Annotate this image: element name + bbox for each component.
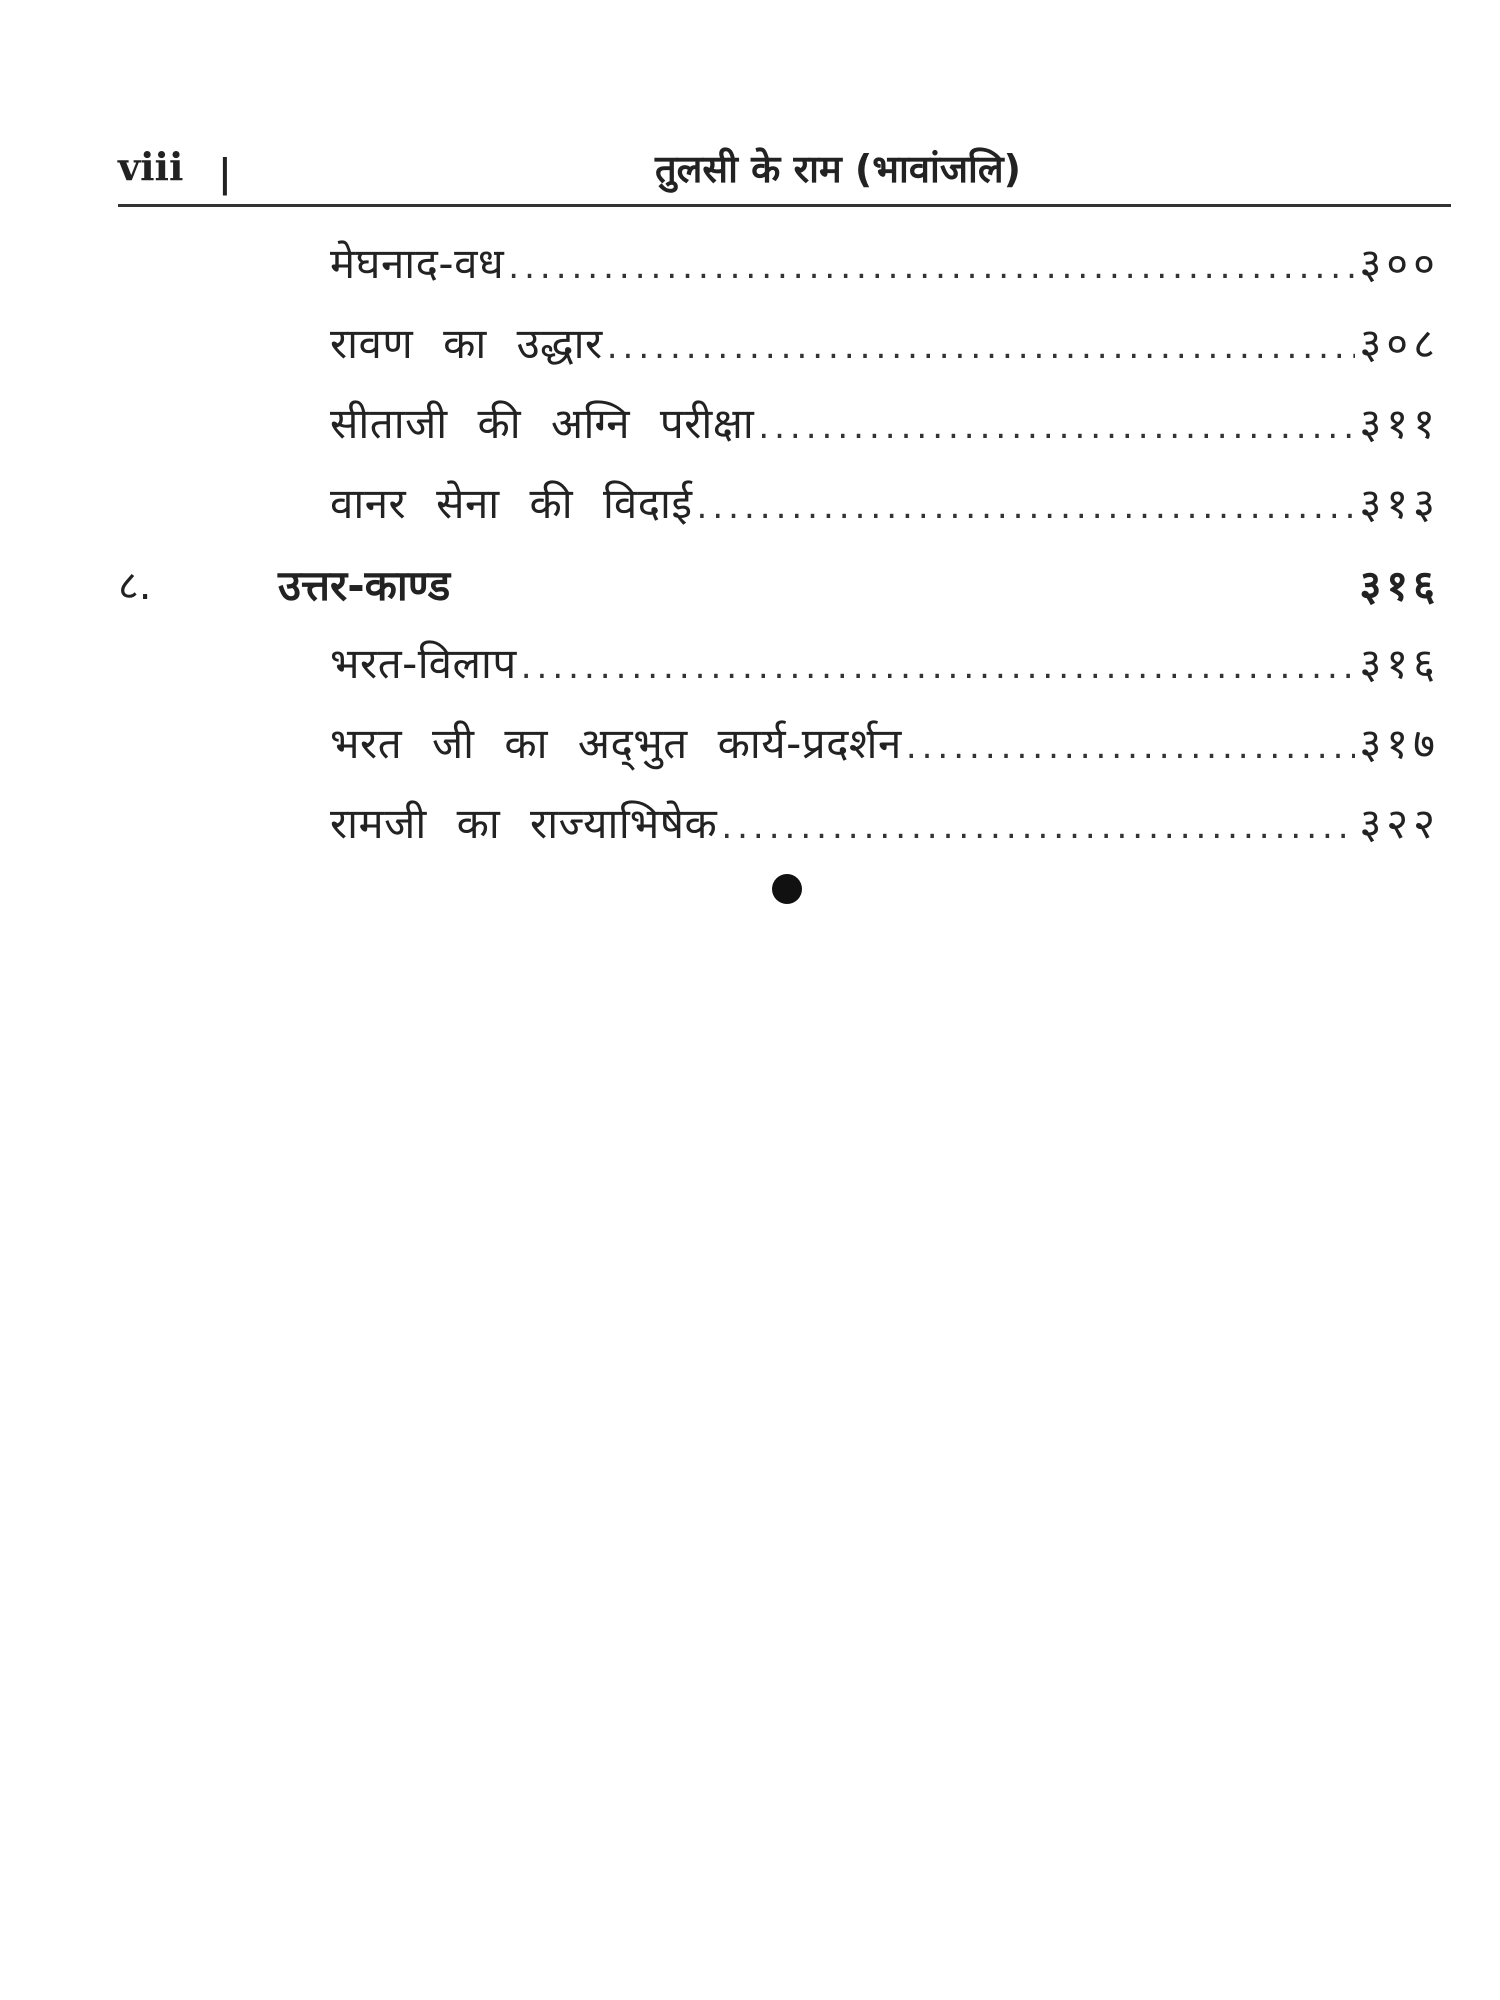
dot-leader — [607, 319, 1356, 372]
toc-entry-page: ३१३ — [1359, 479, 1440, 528]
section-page: ३१६ — [1359, 561, 1440, 610]
toc-entry-title: भरत-विलाप — [330, 639, 517, 688]
toc-entry — [330, 236, 1440, 292]
section-title: उत्तर-काण्ड — [278, 561, 451, 610]
toc-entry-page: ३१६ — [1359, 639, 1440, 688]
toc-entry-page: ३२२ — [1359, 799, 1440, 848]
toc-entry — [330, 796, 1440, 852]
toc-entry-page: ३१७ — [1359, 719, 1440, 768]
page-number: viii — [118, 144, 184, 189]
dot-leader — [758, 399, 1355, 452]
toc-entry-page: ३०० — [1359, 239, 1440, 288]
dot-leader — [697, 479, 1356, 532]
toc-entry — [330, 396, 1440, 452]
toc-entry — [330, 636, 1440, 692]
toc-entry-page: ३११ — [1359, 399, 1440, 448]
toc-entry-title: वानर सेना की विदाई — [330, 479, 693, 528]
toc-entry — [330, 316, 1440, 372]
section-number: ८. — [118, 563, 152, 609]
dot-leader — [521, 639, 1356, 692]
toc-entry-title: भरत जी का अद्‌भुत कार्य-प्रदर्शन — [330, 719, 902, 768]
toc-entry-page: ३०८ — [1359, 319, 1440, 368]
header-rule — [118, 204, 1451, 207]
header-separator: | — [218, 150, 232, 195]
section-heading — [118, 556, 1440, 616]
toc-entry-title: मेघनाद-वध — [330, 239, 505, 288]
toc-entry — [330, 716, 1440, 772]
book-title: तुलसी के राम (भावांजलि) — [655, 147, 1021, 191]
dot-leader — [906, 719, 1356, 772]
toc-entry — [330, 476, 1440, 532]
page-header — [118, 140, 1448, 200]
toc-entry-title: सीताजी की अग्नि परीक्षा — [330, 399, 755, 448]
dot-leader — [721, 799, 1355, 852]
toc-entry-title: रामजी का राज्याभिषेक — [330, 799, 718, 848]
end-bullet-icon — [772, 874, 802, 904]
toc-entry-title: रावण का उद्धार — [330, 319, 603, 368]
dot-leader — [508, 239, 1355, 292]
